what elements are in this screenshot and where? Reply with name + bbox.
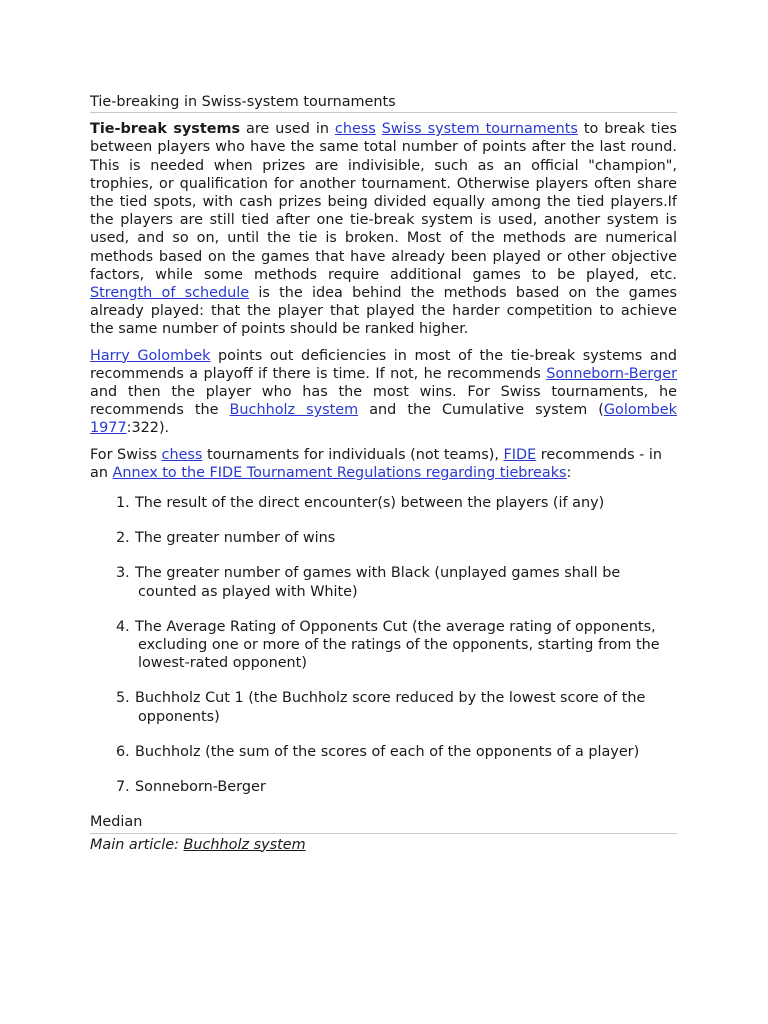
list-item [116, 494, 677, 512]
text: :322). [126, 420, 170, 437]
main-article-note [90, 836, 677, 854]
text: tournaments for individuals (not teams), [202, 446, 504, 463]
article-content [90, 93, 677, 854]
list-number: 1. [116, 495, 130, 512]
list-number: 2. [116, 530, 130, 547]
list-item [116, 689, 677, 725]
link-chess[interactable]: chess [161, 446, 203, 463]
link-buchholz-system[interactable]: Buchholz system [229, 402, 359, 419]
list-item [116, 529, 677, 547]
link-fide[interactable]: FIDE [503, 446, 537, 463]
list-item-text: The result of the direct encounter(s) between the players (if any) [135, 495, 605, 512]
link-golombek-1977[interactable]: Golombek 1977 [90, 402, 677, 437]
link-annex-fide-regulations[interactable]: Annex to the FIDE Tournament Regulations regarding tiebreaks [112, 464, 567, 481]
list-item [116, 618, 677, 673]
section-heading-median: Median [90, 813, 677, 833]
section-heading-tie-breaking: Tie-breaking in Swiss-system tournaments [90, 93, 677, 113]
list-item [116, 564, 677, 600]
paragraph-fide [90, 446, 677, 482]
main-article-label: Main article: [90, 836, 184, 853]
text: : [566, 464, 572, 481]
tiebreak-criteria-list [90, 494, 677, 796]
paragraph-tie-break-systems [90, 120, 677, 338]
text: to break ties between players who have the same total number of points after the last round. This is needed when prizes are indivisible, such as an official "champion", trophies, or qualification for another tournament. Otherwise players often share the tied spots, with cash prizes being divided equally among the tied players.If the players are still tied after one tie-break system is used, another system is used, and so on, until the tie is broken. Most of the methods are numerical methods based on the games that have already been played or other objective factors, while some methods require additional games to be played, etc. [90, 121, 677, 283]
text: For Swiss [90, 446, 162, 463]
text: are used in [240, 121, 335, 138]
list-number: 7. [116, 779, 130, 796]
link-strength-of-schedule[interactable]: Strength of schedule [90, 285, 250, 302]
link-harry-golombek[interactable]: Harry Golombek [90, 347, 211, 364]
text: recommends - in an [90, 446, 663, 481]
text: points out deficiencies in most of the tie-break systems and recommends a playoff if there is time. If not, he recommends [90, 347, 677, 382]
list-item-text: The greater number of wins [135, 530, 336, 547]
link-sonneborn-berger[interactable]: Sonneborn-Berger [546, 365, 677, 382]
bold-term: Tie-break systems [90, 121, 241, 138]
paragraph-golombek [90, 347, 677, 438]
list-number: 5. [116, 690, 130, 707]
list-item-text: The greater number of games with Black (unplayed games shall be counted as played with White) [135, 565, 621, 600]
list-item [116, 778, 677, 796]
link-main-article-buchholz[interactable]: Buchholz system [183, 836, 306, 853]
link-swiss-system-tournaments[interactable]: Swiss system tournaments [381, 121, 578, 138]
list-item-text: Sonneborn-Berger [135, 779, 266, 796]
list-number: 6. [116, 743, 130, 760]
text: is the idea behind the methods based on the games already played: that the player that played the harder competition to achieve the same number of points should be ranked higher. [90, 285, 678, 338]
list-number: 3. [116, 565, 130, 582]
list-item-text: Buchholz (the sum of the scores of each of the opponents of a player) [135, 743, 640, 760]
list-item [116, 743, 677, 761]
text: and then the player who has the most wins. For Swiss tournaments, he recommends the [90, 384, 677, 419]
link-chess[interactable]: chess [334, 121, 376, 138]
list-item-text: Buchholz Cut 1 (the Buchholz score reduced by the lowest score of the opponents) [135, 690, 646, 725]
list-number: 4. [116, 618, 130, 635]
list-item-text: The Average Rating of Opponents Cut (the average rating of opponents, excluding one or more of the ratings of the opponents, starting from the lowest-rated opponent) [135, 618, 660, 672]
text: and the Cumulative system ( [358, 402, 604, 419]
